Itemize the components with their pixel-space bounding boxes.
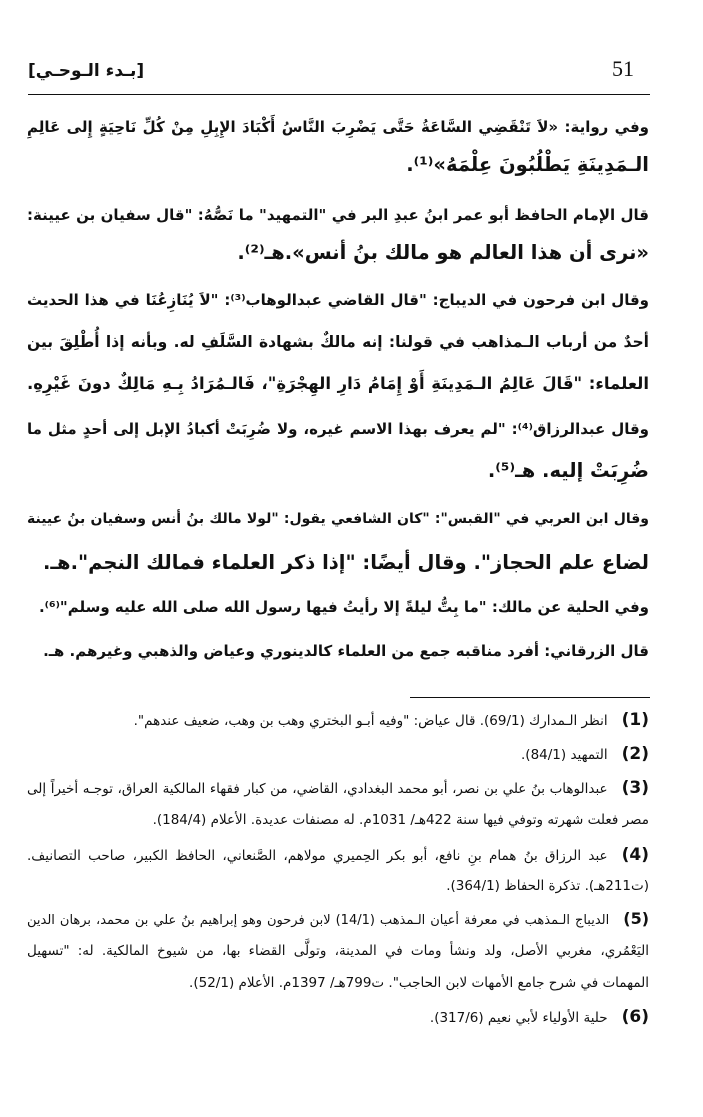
footnote-3-cont: مصر فعلت شهرته وتوفي فيها سنة 422هـ/ 1031م. له مصنفات عديدة. الأعلام (184/4). <box>152 812 649 828</box>
body-line: وقال ابن فرحون في الديباج: "قال القاضي عبدالوهاب⁽³⁾: "لاَ يُنَازِعُنَا في هذا الحديث <box>27 291 649 309</box>
footnote-text: عبدالوهاب بنُ علي بن نصر، أبو محمد البغدادي، القاضي، من كبار فقهاء المالكية العراق، توجـه أخيراً إلى <box>27 781 608 797</box>
body-line: قال الزرقاني: أفرد مناقبه جمع من العلماء كالدينوري وعياض والذهبي وغيرهم. هـ. <box>43 642 649 660</box>
body-line: وقال عبدالرزاق⁽⁴⁾: "لم يعرف بهذا الاسم غيره، ولا ضُرِبَتْ أكبادُ الإبل إلى أحدٍ مثل ما <box>27 420 649 438</box>
body-line: وقال ابن العربي في "القبس": "كان الشافعي يقول: "لولا مالك بنُ أنس وسفيان بنُ عيينة <box>27 511 649 527</box>
footnote-text: الديباج الـمذهب في معرفة أعيان الـمذهب (14/1) لابن فرحون وهو إبراهيم بنُ علي بن محمد، برهان الدين <box>27 913 610 928</box>
footnote-5-cont: اليَعْمُري، مغربي الأصل، ولد ونشأ ومات في المدينة، وتولَّى القضاء بها، من شيوخ المالكية. له: "تسهيل <box>27 943 649 959</box>
footnote-rule <box>410 697 650 698</box>
footnote-5 <box>27 907 649 931</box>
body-line: قال الإمام الحافظ أبو عمر ابنُ عبدِ البر في "التمهيد" ما نَصُّهُ: "قال سفيان بن عيينة: <box>27 206 649 224</box>
body-line: وفي رواية: «لاَ تَنْقَضِي السَّاعَةُ حَتَّى يَضْرِبَ النَّاسُ أَكْبَادَ الإِبِلِ مِنْ كُلِّ نَاحِيَةٍ إِلى عَالِمِ <box>27 118 649 136</box>
footnote-text: عبد الرزاق بنُ همام بنِ نافع، أبو بكر الحِميري مولاهم، الصَّنعاني، الحافظ الكبير، صاحب التصانيف. <box>27 848 608 864</box>
footnote-number: (1) <box>621 710 649 730</box>
footnote-text: انظر الـمدارك (69/1). قال عياض: "وفيه أبـو البختري وهب بن وهب، ضعيف عندهم". <box>133 713 608 729</box>
body-line: ضُرِبَتْ إليه. هـ⁽⁵⁾. <box>487 459 649 482</box>
footnote-number: (6) <box>621 1007 649 1027</box>
body-line: وفي الحلية عن مالك: "ما بِتُّ ليلةً إلا رأيتُ فيها رسول الله صلى الله عليه وسلم"⁽⁶⁾. <box>38 598 649 616</box>
body-line: أحدٌ من أرباب الـمذاهب في قولنا: إنه مالكٌ بشهادة السَّلَفِ له. وبأنه إذا أُطْلِقَ بين <box>27 333 649 351</box>
footnote-number: (5) <box>623 909 650 928</box>
footnote-2 <box>27 742 649 766</box>
body-line: الـمَدِينَةِ يَطْلُبُونَ عِلْمَهُ»⁽¹⁾. <box>406 153 649 176</box>
body-line: لضاع علم الحجاز". وقال أيضًا: "إذا ذكر العلماء فمالك النجم".هـ. <box>42 551 649 574</box>
body-line: العلماء: "قَالَ عَالِمُ الـمَدِينَةِ أَوْ إِمَامُ دَارِ الهِجْرَةِ"، فَالـمُرَادُ بِـهِ مَالِكٌ دونَ غَيْرِهِ. <box>27 374 649 393</box>
page-number: 51 <box>612 56 634 81</box>
footnote-6 <box>27 1005 649 1029</box>
footnote-4-cont: (ت211هـ). تذكرة الحفاظ (364/1). <box>446 878 649 894</box>
footnote-1 <box>27 708 649 732</box>
footnote-3 <box>27 776 649 800</box>
body-line: «نرى أن هذا العالم هو مالك بنُ أنس».هـ⁽²⁾. <box>237 241 649 264</box>
footnote-text: حلية الأولياء لأبي نعيم (317/6). <box>429 1010 608 1026</box>
footnote-5-cont: المهمات في شرح جامع الأمهات لابن الحاجب". ت799هـ/ 1397م. الأعلام (52/1). <box>189 975 649 991</box>
footnote-text: التمهيد (84/1). <box>521 747 608 763</box>
footnote-number: (4) <box>621 845 649 865</box>
footnote-number: (2) <box>621 744 649 764</box>
running-header: [بـدء الـوحـي] <box>28 61 145 81</box>
header-rule <box>28 94 650 95</box>
footnote-number: (3) <box>621 778 649 798</box>
footnote-4 <box>27 843 649 867</box>
